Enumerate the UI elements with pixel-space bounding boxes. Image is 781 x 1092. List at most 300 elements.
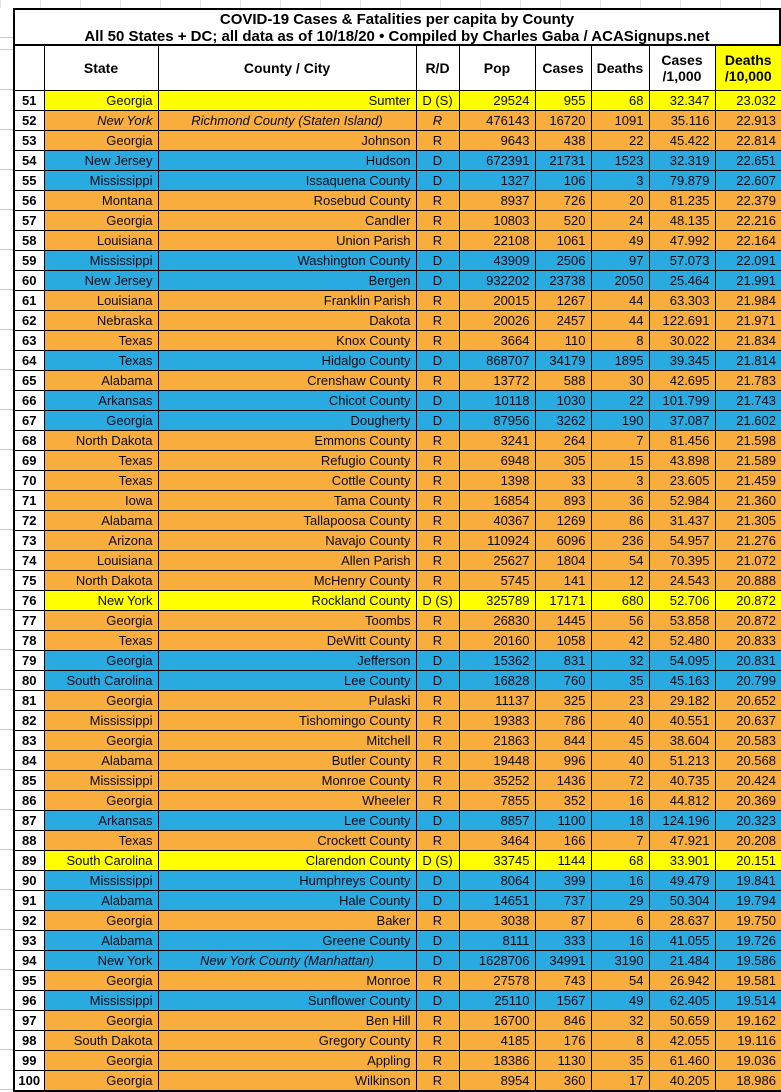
table-row[interactable] xyxy=(14,970,781,990)
cell-cases-per-1000[interactable]: 101.799 xyxy=(649,390,715,410)
cell-state[interactable]: South Carolina xyxy=(44,670,158,690)
cell-rank[interactable]: 99 xyxy=(14,1050,44,1070)
cell-party[interactable]: D xyxy=(416,350,459,370)
cell-cases[interactable]: 1436 xyxy=(535,770,591,790)
cell-rank[interactable]: 83 xyxy=(14,730,44,750)
cell-cases-per-1000[interactable]: 23.605 xyxy=(649,470,715,490)
cell-rank[interactable]: 96 xyxy=(14,990,44,1010)
cell-deaths[interactable]: 45 xyxy=(591,730,649,750)
cell-cases-per-1000[interactable]: 47.921 xyxy=(649,830,715,850)
cell-cases-per-1000[interactable]: 52.706 xyxy=(649,590,715,610)
cell-county[interactable]: Greene County xyxy=(158,930,416,950)
cell-deaths-per-10000[interactable]: 20.568 xyxy=(715,750,781,770)
cell-deaths[interactable]: 12 xyxy=(591,570,649,590)
cell-county[interactable]: Clarendon County xyxy=(158,850,416,870)
cell-cases-per-1000[interactable]: 33.901 xyxy=(649,850,715,870)
cell-party[interactable]: D xyxy=(416,930,459,950)
cell-deaths-per-10000[interactable]: 19.116 xyxy=(715,1030,781,1050)
cell-deaths-per-10000[interactable]: 22.091 xyxy=(715,250,781,270)
cell-cases[interactable]: 743 xyxy=(535,970,591,990)
cell-state[interactable]: New York xyxy=(44,950,158,970)
cell-population[interactable]: 87956 xyxy=(459,410,535,430)
cell-deaths-per-10000[interactable]: 21.743 xyxy=(715,390,781,410)
cell-rank[interactable]: 78 xyxy=(14,630,44,650)
table-row[interactable] xyxy=(14,410,781,430)
cell-deaths[interactable]: 29 xyxy=(591,890,649,910)
cell-population[interactable]: 1628706 xyxy=(459,950,535,970)
cell-deaths[interactable]: 8 xyxy=(591,330,649,350)
cell-deaths-per-10000[interactable]: 21.459 xyxy=(715,470,781,490)
cell-party[interactable]: R xyxy=(416,550,459,570)
cell-deaths[interactable]: 3190 xyxy=(591,950,649,970)
table-row[interactable] xyxy=(14,910,781,930)
cell-cases[interactable]: 1445 xyxy=(535,610,591,630)
table-row[interactable] xyxy=(14,550,781,570)
cell-cases-per-1000[interactable]: 29.182 xyxy=(649,690,715,710)
cell-deaths[interactable]: 49 xyxy=(591,230,649,250)
cell-party[interactable]: D (S) xyxy=(416,590,459,610)
cell-county[interactable]: Johnson xyxy=(158,130,416,150)
cell-rank[interactable]: 95 xyxy=(14,970,44,990)
cell-cases-per-1000[interactable]: 79.879 xyxy=(649,170,715,190)
cell-party[interactable]: D xyxy=(416,390,459,410)
table-row[interactable] xyxy=(14,570,781,590)
cell-rank[interactable]: 81 xyxy=(14,690,44,710)
cell-state[interactable]: Alabama xyxy=(44,370,158,390)
cell-population[interactable]: 6948 xyxy=(459,450,535,470)
cell-county[interactable]: Appling xyxy=(158,1050,416,1070)
table-row[interactable] xyxy=(14,430,781,450)
cell-cases[interactable]: 893 xyxy=(535,490,591,510)
table-row[interactable] xyxy=(14,230,781,250)
cell-deaths[interactable]: 7 xyxy=(591,830,649,850)
cell-county[interactable]: Sunflower County xyxy=(158,990,416,1010)
cell-rank[interactable]: 94 xyxy=(14,950,44,970)
cell-deaths[interactable]: 8 xyxy=(591,1030,649,1050)
cell-population[interactable]: 932202 xyxy=(459,270,535,290)
cell-cases[interactable]: 831 xyxy=(535,650,591,670)
cell-cases-per-1000[interactable]: 37.087 xyxy=(649,410,715,430)
cell-rank[interactable]: 68 xyxy=(14,430,44,450)
cell-cases-per-1000[interactable]: 32.347 xyxy=(649,90,715,110)
cell-cases-per-1000[interactable]: 45.422 xyxy=(649,130,715,150)
cell-population[interactable]: 325789 xyxy=(459,590,535,610)
cell-cases[interactable]: 1567 xyxy=(535,990,591,1010)
cell-county[interactable]: Dougherty xyxy=(158,410,416,430)
cell-state[interactable]: Arizona xyxy=(44,530,158,550)
cell-deaths[interactable]: 30 xyxy=(591,370,649,390)
table-row[interactable] xyxy=(14,250,781,270)
cell-cases[interactable]: 333 xyxy=(535,930,591,950)
cell-population[interactable]: 20026 xyxy=(459,310,535,330)
cell-county[interactable]: Crenshaw County xyxy=(158,370,416,390)
cell-party[interactable]: R xyxy=(416,1030,459,1050)
cell-state[interactable]: Alabama xyxy=(44,750,158,770)
cell-population[interactable]: 8954 xyxy=(459,1070,535,1091)
cell-cases[interactable]: 760 xyxy=(535,670,591,690)
cell-county[interactable]: Washington County xyxy=(158,250,416,270)
cell-cases-per-1000[interactable]: 25.464 xyxy=(649,270,715,290)
cell-county[interactable]: Lee County xyxy=(158,810,416,830)
cell-state[interactable]: South Dakota xyxy=(44,1030,158,1050)
cell-population[interactable]: 4185 xyxy=(459,1030,535,1050)
cell-party[interactable]: R xyxy=(416,510,459,530)
cell-cases[interactable]: 21731 xyxy=(535,150,591,170)
cell-cases[interactable]: 33 xyxy=(535,470,591,490)
cell-county[interactable]: Jefferson xyxy=(158,650,416,670)
cell-party[interactable]: R xyxy=(416,730,459,750)
cell-party[interactable]: R xyxy=(416,630,459,650)
cell-cases[interactable]: 520 xyxy=(535,210,591,230)
cell-deaths[interactable]: 54 xyxy=(591,970,649,990)
cell-state[interactable]: Louisiana xyxy=(44,290,158,310)
cell-state[interactable]: Georgia xyxy=(44,410,158,430)
cell-party[interactable]: R xyxy=(416,690,459,710)
cell-cases-per-1000[interactable]: 124.196 xyxy=(649,810,715,830)
cell-county[interactable]: Issaquena County xyxy=(158,170,416,190)
table-row[interactable] xyxy=(14,750,781,770)
cell-cases-per-1000[interactable]: 53.858 xyxy=(649,610,715,630)
cell-state[interactable]: South Carolina xyxy=(44,850,158,870)
cell-party[interactable]: R xyxy=(416,230,459,250)
cell-deaths-per-10000[interactable]: 21.783 xyxy=(715,370,781,390)
cell-party[interactable]: D xyxy=(416,170,459,190)
cell-party[interactable]: R xyxy=(416,470,459,490)
cell-state[interactable]: Montana xyxy=(44,190,158,210)
cell-party[interactable]: R xyxy=(416,490,459,510)
cell-cases-per-1000[interactable]: 63.303 xyxy=(649,290,715,310)
cell-party[interactable]: R xyxy=(416,330,459,350)
cell-deaths-per-10000[interactable]: 22.379 xyxy=(715,190,781,210)
cell-party[interactable]: R xyxy=(416,310,459,330)
cell-deaths-per-10000[interactable]: 20.888 xyxy=(715,570,781,590)
cell-deaths[interactable]: 42 xyxy=(591,630,649,650)
cell-county[interactable]: Baker xyxy=(158,910,416,930)
cell-cases-per-1000[interactable]: 54.095 xyxy=(649,650,715,670)
cell-county[interactable]: Wilkinson xyxy=(158,1070,416,1091)
cell-population[interactable]: 5745 xyxy=(459,570,535,590)
cell-cases[interactable]: 17171 xyxy=(535,590,591,610)
cell-rank[interactable]: 76 xyxy=(14,590,44,610)
cell-deaths-per-10000[interactable]: 19.841 xyxy=(715,870,781,890)
cell-rank[interactable]: 55 xyxy=(14,170,44,190)
cell-deaths-per-10000[interactable]: 20.424 xyxy=(715,770,781,790)
cell-deaths[interactable]: 20 xyxy=(591,190,649,210)
cell-deaths[interactable]: 2050 xyxy=(591,270,649,290)
cell-county[interactable]: Allen Parish xyxy=(158,550,416,570)
table-row[interactable] xyxy=(14,690,781,710)
cell-cases[interactable]: 786 xyxy=(535,710,591,730)
table-row[interactable] xyxy=(14,470,781,490)
cell-rank[interactable]: 62 xyxy=(14,310,44,330)
cell-population[interactable]: 1398 xyxy=(459,470,535,490)
cell-party[interactable]: D xyxy=(416,650,459,670)
table-row[interactable] xyxy=(14,130,781,150)
cell-state[interactable]: Mississippi xyxy=(44,870,158,890)
cell-party[interactable]: R xyxy=(416,770,459,790)
cell-county[interactable]: Humphreys County xyxy=(158,870,416,890)
cell-cases[interactable]: 16720 xyxy=(535,110,591,130)
cell-cases[interactable]: 1100 xyxy=(535,810,591,830)
cell-deaths[interactable]: 32 xyxy=(591,650,649,670)
cell-population[interactable]: 476143 xyxy=(459,110,535,130)
cell-state[interactable]: Texas xyxy=(44,330,158,350)
cell-deaths[interactable]: 97 xyxy=(591,250,649,270)
cell-party[interactable]: D xyxy=(416,670,459,690)
table-row[interactable] xyxy=(14,890,781,910)
cell-county[interactable]: Butler County xyxy=(158,750,416,770)
cell-rank[interactable]: 56 xyxy=(14,190,44,210)
cell-state[interactable]: Georgia xyxy=(44,1070,158,1091)
cell-deaths[interactable]: 72 xyxy=(591,770,649,790)
cell-cases-per-1000[interactable]: 41.055 xyxy=(649,930,715,950)
cell-rank[interactable]: 74 xyxy=(14,550,44,570)
cell-population[interactable]: 3464 xyxy=(459,830,535,850)
cell-deaths[interactable]: 16 xyxy=(591,790,649,810)
cell-cases[interactable]: 325 xyxy=(535,690,591,710)
cell-cases[interactable]: 726 xyxy=(535,190,591,210)
cell-cases[interactable]: 588 xyxy=(535,370,591,390)
cell-county[interactable]: Tama County xyxy=(158,490,416,510)
cell-county[interactable]: Tishomingo County xyxy=(158,710,416,730)
cell-county[interactable]: Candler xyxy=(158,210,416,230)
table-row[interactable] xyxy=(14,370,781,390)
cell-population[interactable]: 3664 xyxy=(459,330,535,350)
cell-population[interactable]: 10803 xyxy=(459,210,535,230)
cell-deaths-per-10000[interactable]: 20.323 xyxy=(715,810,781,830)
cell-deaths[interactable]: 56 xyxy=(591,610,649,630)
cell-cases-per-1000[interactable]: 42.695 xyxy=(649,370,715,390)
cell-cases-per-1000[interactable]: 28.637 xyxy=(649,910,715,930)
table-row[interactable] xyxy=(14,850,781,870)
cell-cases[interactable]: 106 xyxy=(535,170,591,190)
cell-cases[interactable]: 846 xyxy=(535,1010,591,1030)
header-deaths[interactable]: Deaths xyxy=(591,45,649,90)
cell-deaths-per-10000[interactable]: 20.583 xyxy=(715,730,781,750)
cell-deaths[interactable]: 35 xyxy=(591,1050,649,1070)
cell-deaths-per-10000[interactable]: 22.164 xyxy=(715,230,781,250)
cell-party[interactable]: D xyxy=(416,950,459,970)
table-row[interactable] xyxy=(14,170,781,190)
header-rank[interactable] xyxy=(14,45,44,90)
cell-party[interactable]: D xyxy=(416,250,459,270)
cell-deaths-per-10000[interactable]: 20.872 xyxy=(715,590,781,610)
cell-cases-per-1000[interactable]: 54.957 xyxy=(649,530,715,550)
cell-county[interactable]: Mitchell xyxy=(158,730,416,750)
cell-cases[interactable]: 360 xyxy=(535,1070,591,1091)
cell-party[interactable]: R xyxy=(416,130,459,150)
cell-party[interactable]: D xyxy=(416,890,459,910)
cell-party[interactable]: D (S) xyxy=(416,850,459,870)
cell-county[interactable]: Lee County xyxy=(158,670,416,690)
cell-rank[interactable]: 75 xyxy=(14,570,44,590)
cell-county[interactable]: Hidalgo County xyxy=(158,350,416,370)
cell-deaths[interactable]: 1091 xyxy=(591,110,649,130)
cell-party[interactable]: R xyxy=(416,610,459,630)
cell-state[interactable]: New York xyxy=(44,590,158,610)
table-row[interactable] xyxy=(14,810,781,830)
cell-party[interactable]: R xyxy=(416,830,459,850)
cell-state[interactable]: Georgia xyxy=(44,210,158,230)
cell-population[interactable]: 8111 xyxy=(459,930,535,950)
cell-cases[interactable]: 2457 xyxy=(535,310,591,330)
cell-rank[interactable]: 86 xyxy=(14,790,44,810)
cell-cases-per-1000[interactable]: 122.691 xyxy=(649,310,715,330)
cell-cases-per-1000[interactable]: 39.345 xyxy=(649,350,715,370)
cell-state[interactable]: Texas xyxy=(44,830,158,850)
cell-state[interactable]: Alabama xyxy=(44,930,158,950)
cell-party[interactable]: R xyxy=(416,1070,459,1091)
cell-party[interactable]: R xyxy=(416,210,459,230)
cell-state[interactable]: Mississippi xyxy=(44,710,158,730)
cell-deaths-per-10000[interactable]: 19.750 xyxy=(715,910,781,930)
cell-rank[interactable]: 87 xyxy=(14,810,44,830)
cell-county[interactable]: Cottle County xyxy=(158,470,416,490)
cell-cases[interactable]: 3262 xyxy=(535,410,591,430)
cell-county[interactable]: Crockett County xyxy=(158,830,416,850)
cell-county[interactable]: Knox County xyxy=(158,330,416,350)
cell-deaths-per-10000[interactable]: 18.986 xyxy=(715,1070,781,1091)
cell-party[interactable]: R xyxy=(416,1010,459,1030)
table-row[interactable] xyxy=(14,670,781,690)
cell-population[interactable]: 27578 xyxy=(459,970,535,990)
cell-county[interactable]: Tallapoosa County xyxy=(158,510,416,530)
cell-rank[interactable]: 51 xyxy=(14,90,44,110)
cell-deaths[interactable]: 44 xyxy=(591,310,649,330)
cell-deaths-per-10000[interactable]: 21.305 xyxy=(715,510,781,530)
cell-deaths-per-10000[interactable]: 21.834 xyxy=(715,330,781,350)
cell-party[interactable]: D (S) xyxy=(416,90,459,110)
cell-rank[interactable]: 85 xyxy=(14,770,44,790)
cell-state[interactable]: Georgia xyxy=(44,1050,158,1070)
cell-deaths-per-10000[interactable]: 19.586 xyxy=(715,950,781,970)
cell-deaths[interactable]: 17 xyxy=(591,1070,649,1091)
cell-deaths[interactable]: 3 xyxy=(591,470,649,490)
cell-state[interactable]: New York xyxy=(44,110,158,130)
cell-party[interactable]: R xyxy=(416,790,459,810)
cell-cases[interactable]: 1269 xyxy=(535,510,591,530)
cell-deaths-per-10000[interactable]: 21.072 xyxy=(715,550,781,570)
cell-party[interactable]: R xyxy=(416,290,459,310)
cell-state[interactable]: North Dakota xyxy=(44,570,158,590)
table-row[interactable] xyxy=(14,310,781,330)
cell-cases-per-1000[interactable]: 35.116 xyxy=(649,110,715,130)
cell-population[interactable]: 25110 xyxy=(459,990,535,1010)
cell-deaths[interactable]: 236 xyxy=(591,530,649,550)
cell-population[interactable]: 19448 xyxy=(459,750,535,770)
cell-state[interactable]: Mississippi xyxy=(44,170,158,190)
cell-cases[interactable]: 34179 xyxy=(535,350,591,370)
cell-county[interactable]: Emmons County xyxy=(158,430,416,450)
cell-county[interactable]: McHenry County xyxy=(158,570,416,590)
cell-deaths[interactable]: 18 xyxy=(591,810,649,830)
cell-population[interactable]: 110924 xyxy=(459,530,535,550)
table-row[interactable] xyxy=(14,530,781,550)
cell-cases-per-1000[interactable]: 81.235 xyxy=(649,190,715,210)
cell-cases[interactable]: 1144 xyxy=(535,850,591,870)
cell-state[interactable]: Mississippi xyxy=(44,770,158,790)
cell-deaths-per-10000[interactable]: 20.833 xyxy=(715,630,781,650)
cell-state[interactable]: Mississippi xyxy=(44,250,158,270)
cell-state[interactable]: Texas xyxy=(44,350,158,370)
table-row[interactable] xyxy=(14,150,781,170)
cell-cases-per-1000[interactable]: 49.479 xyxy=(649,870,715,890)
cell-state[interactable]: North Dakota xyxy=(44,430,158,450)
cell-deaths[interactable]: 40 xyxy=(591,710,649,730)
cell-party[interactable]: R xyxy=(416,750,459,770)
cell-population[interactable]: 21863 xyxy=(459,730,535,750)
cell-rank[interactable]: 54 xyxy=(14,150,44,170)
cell-deaths[interactable]: 680 xyxy=(591,590,649,610)
cell-population[interactable]: 40367 xyxy=(459,510,535,530)
cell-rank[interactable]: 63 xyxy=(14,330,44,350)
cell-population[interactable]: 7855 xyxy=(459,790,535,810)
cell-population[interactable]: 16700 xyxy=(459,1010,535,1030)
cell-cases[interactable]: 2506 xyxy=(535,250,591,270)
cell-population[interactable]: 29524 xyxy=(459,90,535,110)
cell-deaths[interactable]: 49 xyxy=(591,990,649,1010)
cell-cases[interactable]: 955 xyxy=(535,90,591,110)
cell-cases-per-1000[interactable]: 52.480 xyxy=(649,630,715,650)
cell-deaths[interactable]: 3 xyxy=(591,170,649,190)
cell-cases-per-1000[interactable]: 50.304 xyxy=(649,890,715,910)
table-row[interactable] xyxy=(14,110,781,130)
cell-party[interactable]: R xyxy=(416,1050,459,1070)
cell-population[interactable]: 22108 xyxy=(459,230,535,250)
table-row[interactable] xyxy=(14,190,781,210)
table-row[interactable] xyxy=(14,1050,781,1070)
cell-cases-per-1000[interactable]: 40.551 xyxy=(649,710,715,730)
cell-deaths-per-10000[interactable]: 21.814 xyxy=(715,350,781,370)
header-pop[interactable]: Pop xyxy=(459,45,535,90)
cell-county[interactable]: Bergen xyxy=(158,270,416,290)
cell-state[interactable]: Mississippi xyxy=(44,990,158,1010)
cell-county[interactable]: Toombs xyxy=(158,610,416,630)
cell-cases[interactable]: 737 xyxy=(535,890,591,910)
cell-cases[interactable]: 1804 xyxy=(535,550,591,570)
cell-state[interactable]: Georgia xyxy=(44,790,158,810)
cell-deaths-per-10000[interactable]: 21.589 xyxy=(715,450,781,470)
cell-population[interactable]: 3038 xyxy=(459,910,535,930)
cell-rank[interactable]: 57 xyxy=(14,210,44,230)
cell-cases[interactable]: 305 xyxy=(535,450,591,470)
cell-deaths-per-10000[interactable]: 23.032 xyxy=(715,90,781,110)
cell-deaths[interactable]: 35 xyxy=(591,670,649,690)
cell-deaths[interactable]: 68 xyxy=(591,850,649,870)
cell-population[interactable]: 35252 xyxy=(459,770,535,790)
cell-state[interactable]: Louisiana xyxy=(44,230,158,250)
cell-rank[interactable]: 90 xyxy=(14,870,44,890)
cell-cases[interactable]: 110 xyxy=(535,330,591,350)
cell-cases[interactable]: 438 xyxy=(535,130,591,150)
header-cases-per-1000[interactable] xyxy=(649,45,715,90)
cell-population[interactable]: 18386 xyxy=(459,1050,535,1070)
table-row[interactable] xyxy=(14,450,781,470)
cell-rank[interactable]: 88 xyxy=(14,830,44,850)
cell-county[interactable]: Richmond County (Staten Island) xyxy=(158,110,416,130)
table-row[interactable] xyxy=(14,90,781,110)
table-row[interactable] xyxy=(14,650,781,670)
cell-rank[interactable]: 89 xyxy=(14,850,44,870)
cell-cases-per-1000[interactable]: 70.395 xyxy=(649,550,715,570)
cell-population[interactable]: 3241 xyxy=(459,430,535,450)
cell-county[interactable]: Monroe xyxy=(158,970,416,990)
cell-deaths[interactable]: 22 xyxy=(591,130,649,150)
cell-county[interactable]: Rosebud County xyxy=(158,190,416,210)
cell-rank[interactable]: 72 xyxy=(14,510,44,530)
cell-party[interactable]: R xyxy=(416,430,459,450)
cell-cases[interactable]: 844 xyxy=(535,730,591,750)
